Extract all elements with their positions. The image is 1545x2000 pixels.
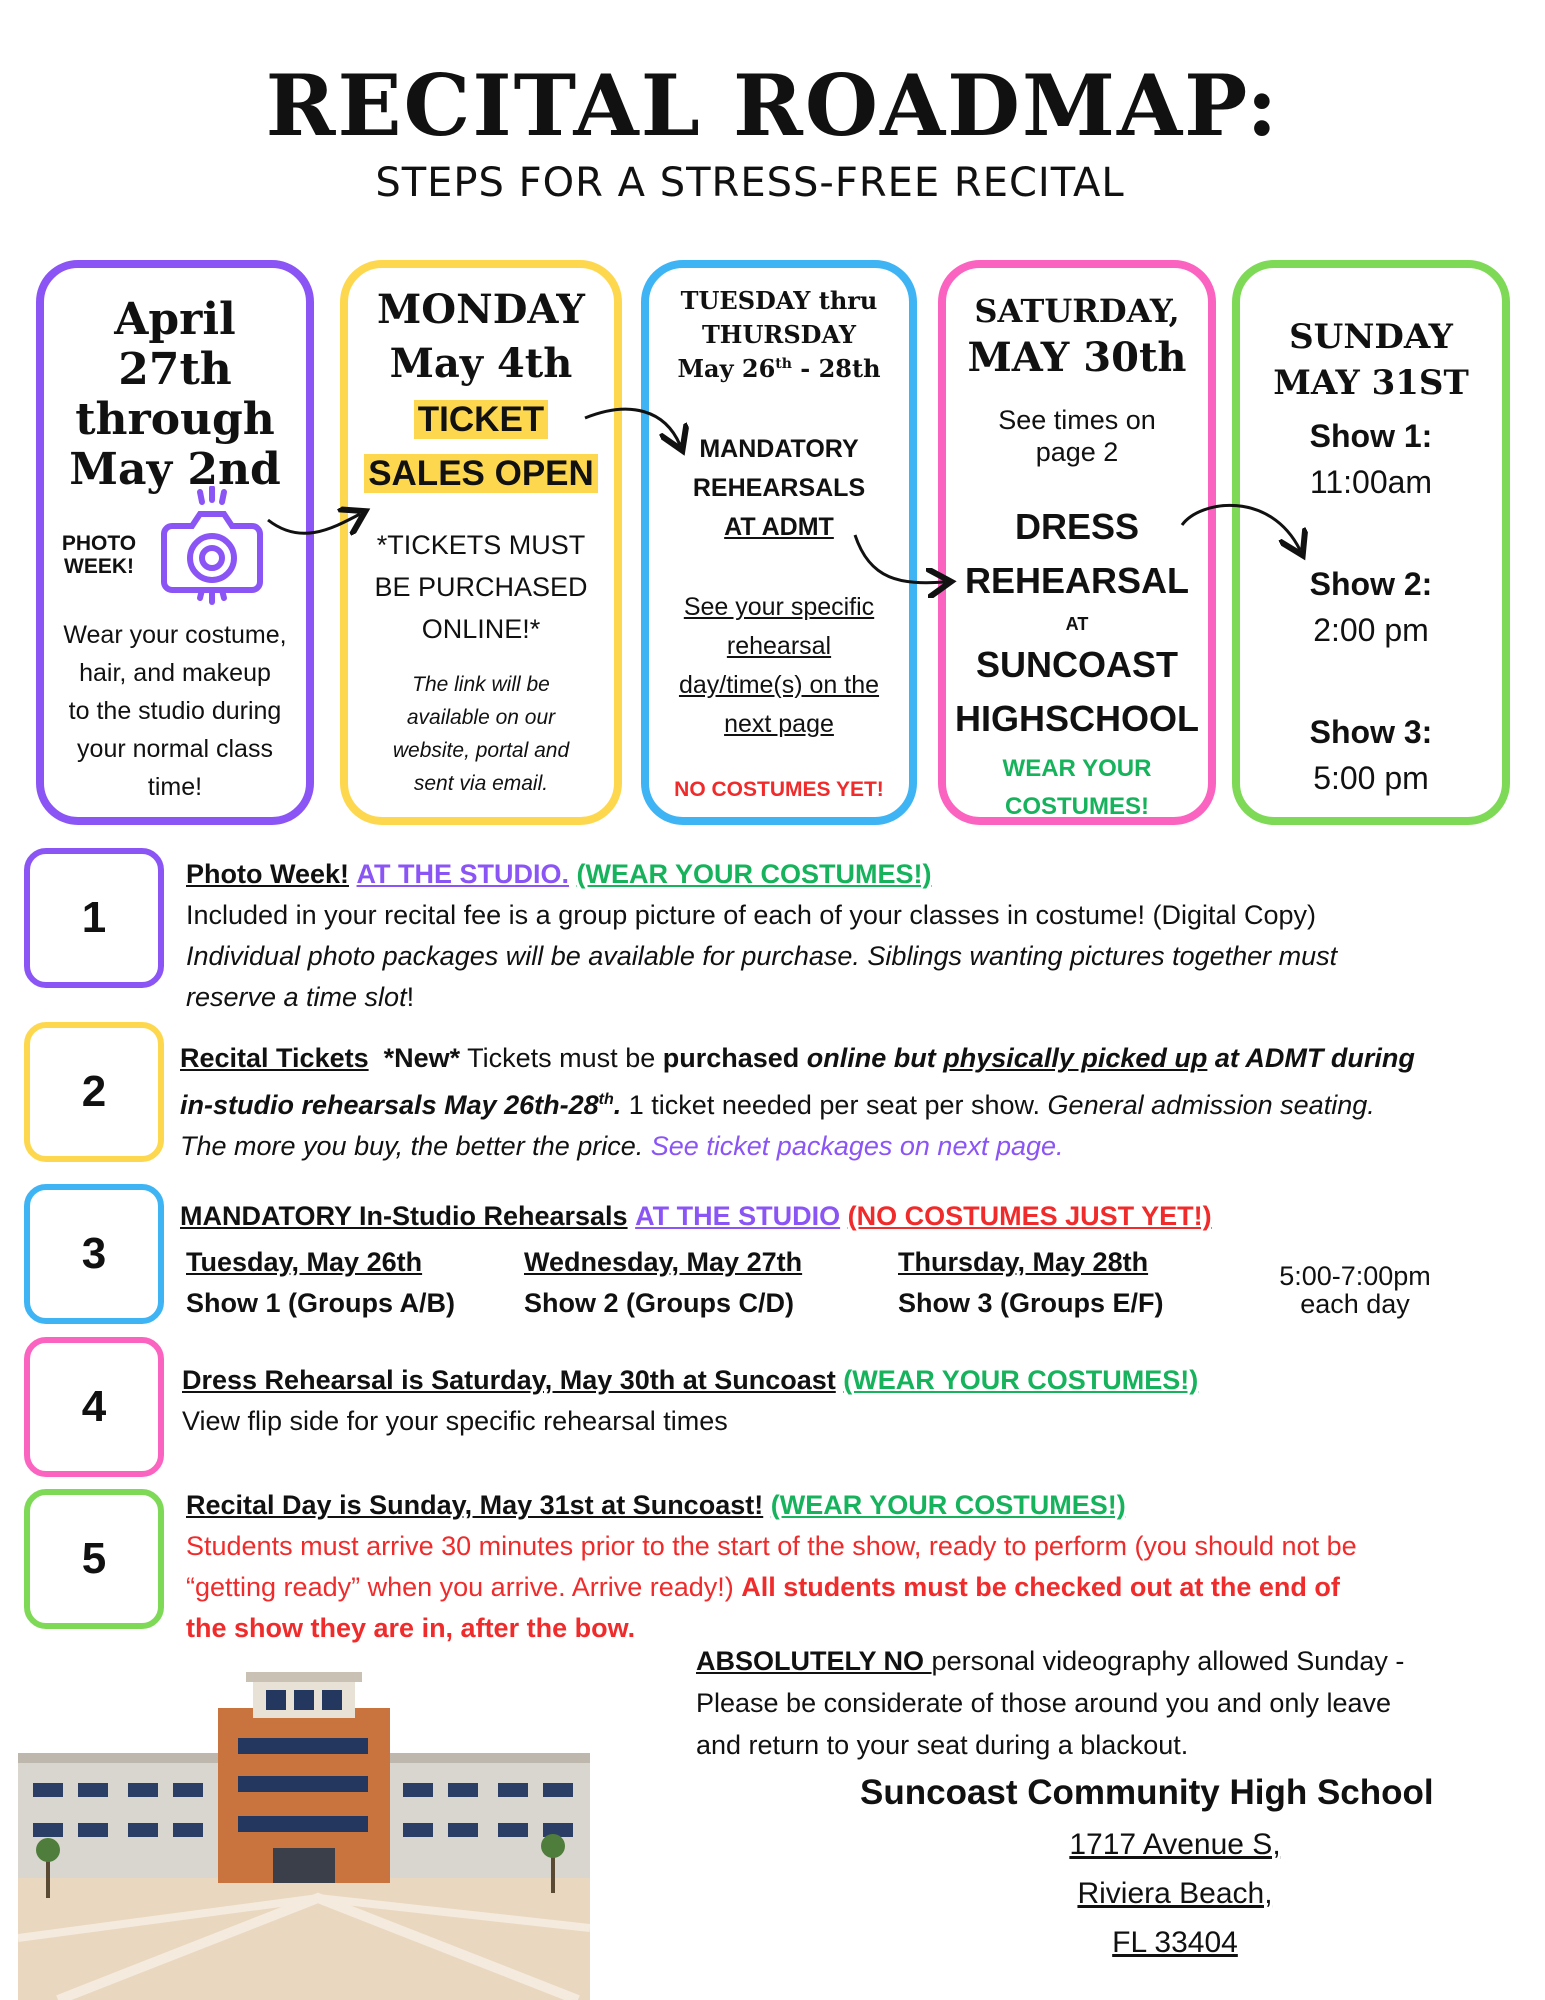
school-building-photo	[18, 1658, 590, 2000]
step-text: reserve a time slot!	[186, 982, 415, 1012]
ticket-packages-link[interactable]: See ticket packages on next page.	[650, 1131, 1064, 1161]
card-day: SATURDAY,	[974, 292, 1180, 330]
arrow-icon	[1182, 505, 1300, 550]
rehearsal-day: Wednesday, May 27th Show 2 (Groups C/D)	[524, 1247, 803, 1318]
card-venue: SUNCOAST HIGHSCHOOL	[954, 644, 1199, 739]
show-label: Show 2:	[1309, 566, 1433, 602]
step-tag: (NO COSTUMES JUST YET!)	[847, 1201, 1212, 1231]
step-number-2: 2	[24, 1022, 164, 1162]
card-body: *TICKETS MUST BE PURCHASED ONLINE!*	[374, 530, 588, 644]
step-2-content: Recital Tickets *New* Tickets must be purchased online but physically picked up at ADMT during in-studio rehearsals May 26th-28th. 1 ticket needed per seat per show. General admission seating. The more you buy, the better the price. See ticket packages on next page.	[180, 1043, 1415, 1161]
photo-week-badge: PHOTO WEEK!	[61, 532, 137, 578]
card-date: MAY 30th	[967, 334, 1187, 381]
step-tag: (WEAR YOUR COSTUMES!)	[843, 1365, 1199, 1395]
step-number-4: 4	[24, 1337, 164, 1477]
school-name: Suncoast Community High School	[860, 1773, 1434, 1812]
step-number-5: 5	[24, 1489, 164, 1629]
warning-text: NO COSTUMES YET!	[674, 778, 884, 801]
step-4-content	[182, 1360, 1512, 1442]
step-number-3: 3	[24, 1184, 164, 1324]
card-at: AT	[1065, 614, 1089, 634]
card-body: MANDATORY REHEARSALS AT ADMT	[692, 435, 866, 541]
step-text: the show they are in, after the bow.	[186, 1613, 636, 1643]
page-subtitle: STEPS FOR A STRESS-FREE RECITAL	[375, 160, 1125, 206]
step-tag: (WEAR YOUR COSTUMES!)	[576, 859, 932, 889]
step-text: Students must arrive 30 minutes prior to the start of the show, ready to perform (you should not be	[186, 1531, 1357, 1561]
card-body: Wear your costume, hair, and makeup to the studio during your normal class time!	[63, 621, 287, 801]
step-5-content	[186, 1485, 1516, 1649]
card-day: MONDAY	[377, 286, 585, 333]
step-tag: AT THE STUDIO.	[356, 859, 570, 889]
card-note: WEAR YOUR COSTUMES!	[1002, 755, 1152, 820]
show-time: 11:00am	[1309, 464, 1433, 500]
step-heading: Photo Week!	[186, 859, 350, 889]
step-1-content	[186, 854, 1516, 1018]
address-line: Riviera Beach,	[1077, 1877, 1273, 1910]
card-day: TUESDAY thru THURSDAY	[680, 286, 878, 349]
rehearsal-day: Tuesday, May 26th Show 1 (Groups A/B)	[186, 1247, 455, 1318]
step-text: Individual photo packages will be available for purchase. Siblings wanting pictures together must	[186, 941, 1338, 971]
step-tag: (WEAR YOUR COSTUMES!)	[770, 1490, 1126, 1520]
rehearsal-day: Thursday, May 28th Show 3 (Groups E/F)	[898, 1247, 1164, 1318]
arrow-icon	[585, 409, 680, 445]
step-tag: AT THE STUDIO	[635, 1201, 841, 1231]
show-time: 2:00 pm	[1313, 612, 1429, 648]
arrow-icon	[268, 514, 360, 533]
step-heading: Recital Day is Sunday, May 31st at Suncoast!	[186, 1490, 764, 1520]
step-text: “getting ready” when you arrive. Arrive ready!) All students must be checked out at the end of	[186, 1572, 1340, 1602]
step-heading: MANDATORY In-Studio Rehearsals	[180, 1201, 628, 1231]
address-line: FL 33404	[1112, 1926, 1238, 1959]
card-times: See times on page 2	[998, 405, 1156, 467]
card-date-line: May 2nd	[69, 444, 281, 495]
show-time: 5:00 pm	[1313, 760, 1429, 796]
show-label: Show 1:	[1309, 418, 1433, 454]
card-event: DRESS REHEARSAL	[964, 506, 1189, 601]
schedule-link[interactable]: See your specific rehearsal day/time(s) on the next page	[678, 593, 880, 738]
arrow-icon	[855, 535, 945, 583]
step-heading: Dress Rehearsal is Saturday, May 30th at Suncoast	[182, 1365, 836, 1395]
step-3-heading-row	[180, 1196, 1520, 1237]
step-text: Included in your recital fee is a group picture of each of your classes in costume! (Digital Copy)	[186, 900, 1317, 930]
timeline-arrows	[0, 0, 1545, 900]
card-date-line: April	[114, 294, 236, 345]
step-text: View flip side for your specific rehearsal times	[182, 1406, 728, 1436]
videography-notice: ABSOLUTELY NO personal videography allowed Sunday - Please be considerate of those around you and only leave and return to your seat during a blackout.	[696, 1646, 1405, 1760]
card-highlight: SALES OPEN	[348, 454, 614, 494]
card-date-line: through	[75, 394, 275, 445]
card-note: The link will be available on our website, portal and sent via email.	[392, 673, 570, 795]
card-day: SUNDAY MAY 31ST	[1273, 317, 1469, 403]
address-line: 1717 Avenue S,	[1069, 1828, 1281, 1861]
card-date-line: 27th	[118, 344, 232, 395]
card-date: May 4th	[389, 340, 573, 387]
step-heading: Recital Tickets	[180, 1043, 369, 1073]
step-number-1: 1	[24, 848, 164, 988]
show-label: Show 3:	[1309, 714, 1433, 750]
rehearsal-time: 5:00-7:00pm each day	[1279, 1261, 1431, 1319]
card-date: May 26th - 28th	[677, 354, 881, 383]
card-highlight: TICKET	[348, 400, 614, 440]
page-title: RECITAL ROADMAP:	[265, 56, 1280, 155]
